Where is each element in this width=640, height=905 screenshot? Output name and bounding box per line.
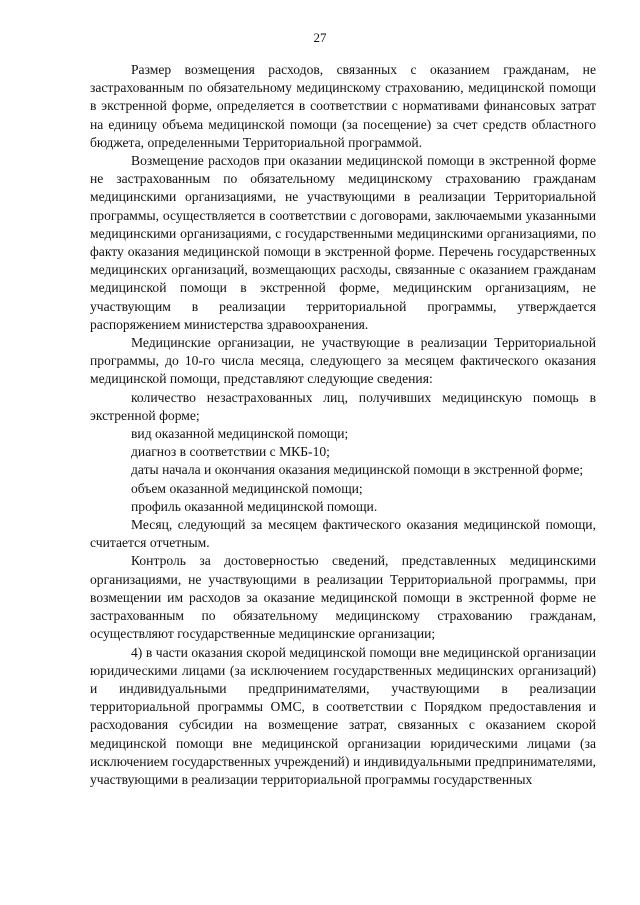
list-item-uninsured-count: количество незастрахованных лиц, получивших медицинскую помощь в экстренной форме; (90, 389, 596, 423)
paragraph-item-4: 4) в части оказания скорой медицинской помощи вне медицинской организации юридическими лицами (за исключением государственных медицинских организаций) и индивидуальными предпринимателями, участвующими в реализации территориальной программы ОМС, в соответствии с Порядком предоставления и расходования субсидии на возмещение затрат, связанных с оказанием скорой медицинской помощи вне медицинской организации юридическими лицами (за исключением государственных учреждений) и индивидуальными предпринимателями, участвующими в реализации территориальной программы государственных (90, 644, 596, 787)
document-body (90, 61, 596, 789)
list-item-care-volume: объем оказанной медицинской помощи; (131, 480, 363, 496)
list-item-care-type: вид оказанной медицинской помощи; (131, 426, 349, 442)
list-item-care-dates: даты начала и окончания оказания медицинской помощи в экстренной форме; (131, 462, 584, 478)
paragraph-reimbursement-procedure: Возмещение расходов при оказании медицинской помощи в экстренной форме не застрахованным по обязательному медицинскому страхованию гражданам медицинскими организациями, не участвующими в реализации Территориальной программы, осуществляется в соответствии с договорами, заключаемыми указанными медицинскими организациями, с государственными медицинскими организациями, по факту оказания медицинской помощи в экстренной форме. Перечень государственных медицинских организаций, возмещающих расходы, связанные с оказанием гражданам медицинской помощи в экстренной форме, медицинским организациям, не участвующим в реализации территориальной программы, утверждается распоряжением министерства здравоохранения. (90, 153, 596, 332)
list-item-care-profile: профиль оказанной медицинской помощи. (131, 498, 378, 514)
paragraph-reporting-month: Месяц, следующий за месяцем фактического оказания медицинской помощи, считается отчетным. (90, 517, 596, 551)
paragraph-control: Контроль за достоверностью сведений, представленных медицинскими организациями, не участвующими в реализации Территориальной программы, при возмещении им расходов за оказание медицинской помощи в экстренной форме не застрахованным по обязательному медицинскому страхованию гражданам, осуществляют государственные медицинские организации; (90, 553, 596, 642)
list-item-diagnosis: диагноз в соответствии с МКБ-10; (131, 444, 330, 460)
paragraph-reimbursement-amount: Размер возмещения расходов, связанных с оказанием гражданам, не застрахованным по обязательному медицинскому страхованию, медицинской помощи в экстренной форме, определяется в соответствии с нормативами финансовых затрат на единицу объема медицинской помощи (за посещение) за счет средств областного бюджета, определенными Территориальной программой. (90, 62, 596, 150)
paragraph-reporting-requirement: Медицинские организации, не участвующие в реализации Территориальной программы, до 10-го числа месяца, следующего за месяцем фактического оказания медицинской помощи, представляют следующие сведения: (90, 335, 596, 387)
page-number: 27 (313, 30, 327, 45)
